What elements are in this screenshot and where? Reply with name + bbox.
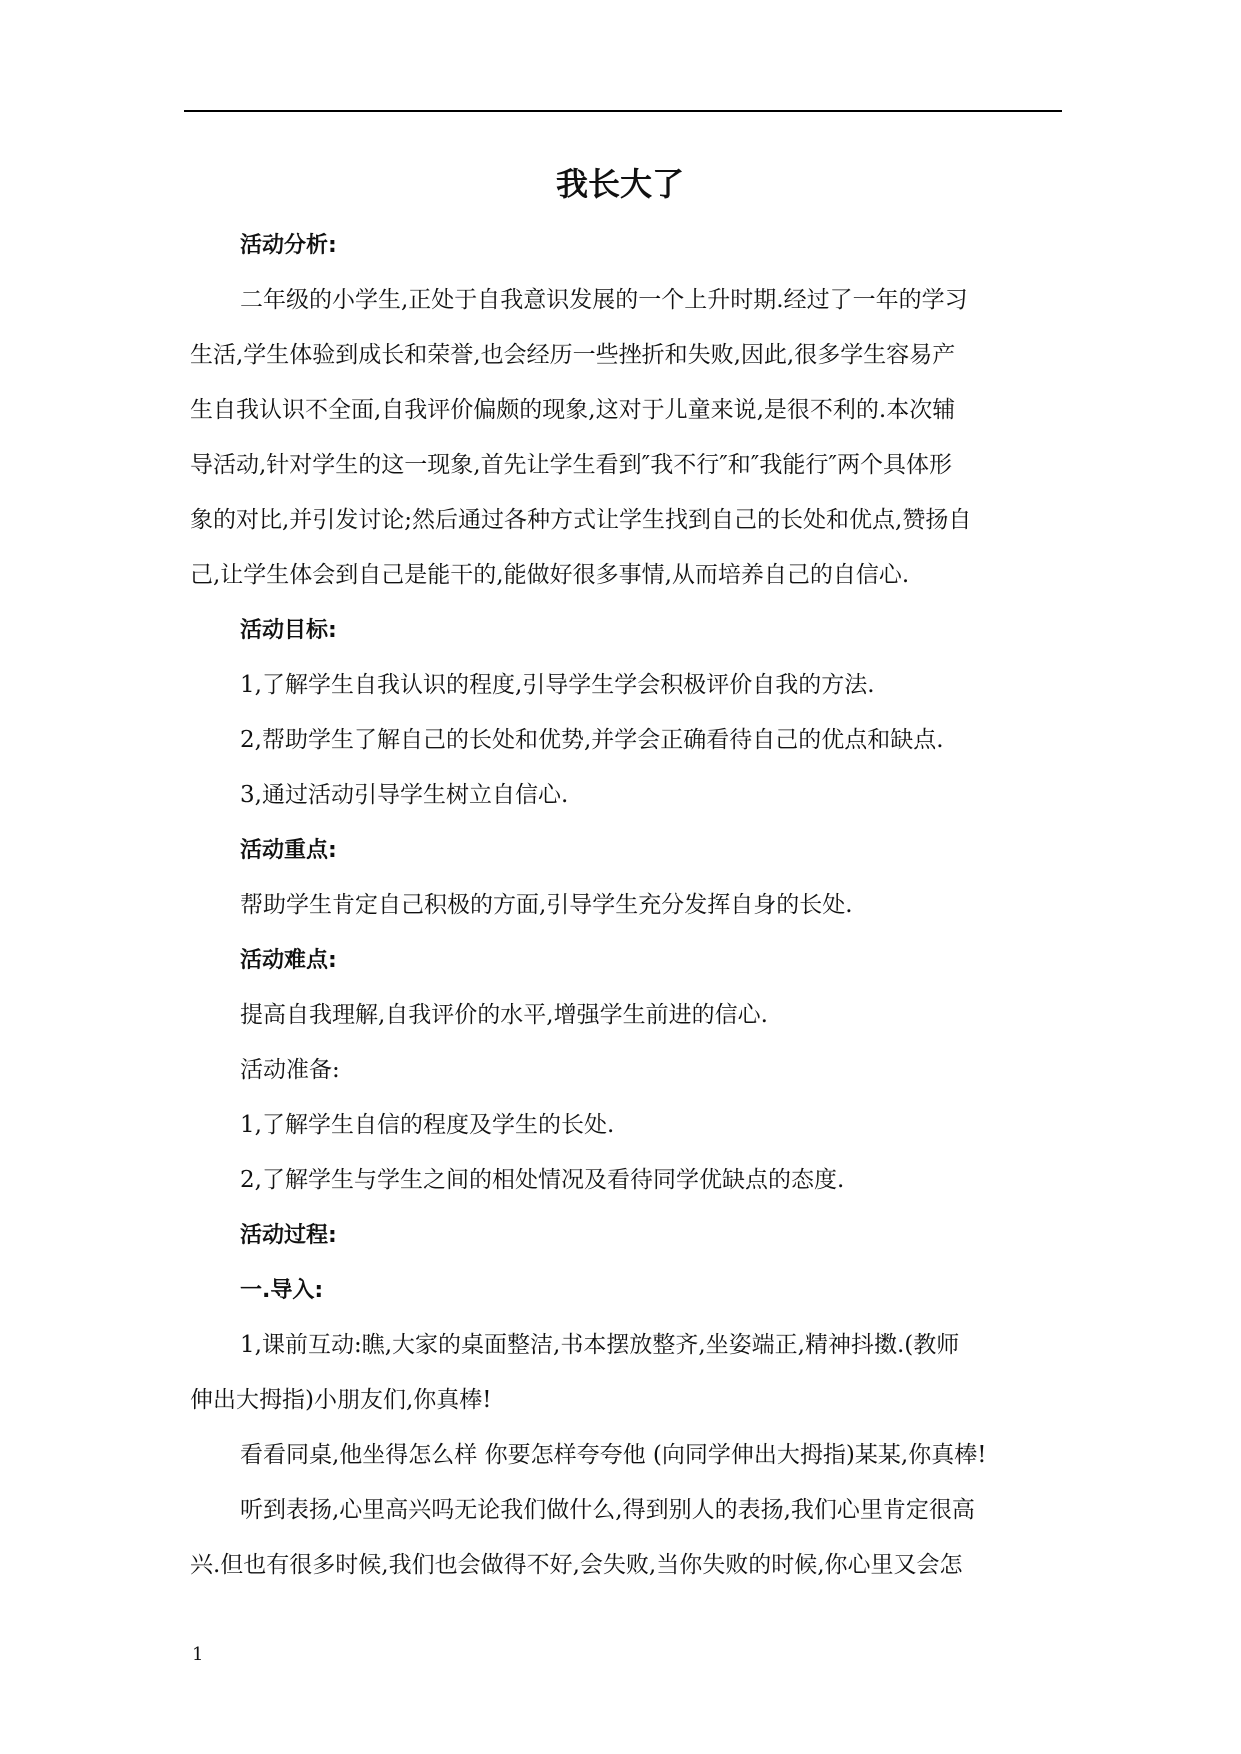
key-heading: 活动重点: (240, 838, 337, 863)
intro-heading: 一.导入: (240, 1278, 324, 1303)
analysis-line: 象的对比,并引发讨论;然后通过各种方式让学生找到自己的长处和优点,赞扬自 (190, 507, 972, 533)
intro-line: 看看同桌,他坐得怎么样 你要怎样夸夸他 (向同学伸出大拇指)某某,你真棒! (240, 1442, 987, 1468)
difficulty-heading: 活动难点: (240, 948, 337, 973)
intro-line: 听到表扬,心里高兴吗无论我们做什么,得到别人的表扬,我们心里肯定很高 (240, 1497, 975, 1523)
intro-line: 伸出大拇指)小朋友们,你真棒! (190, 1387, 492, 1413)
goals-heading: 活动目标: (240, 618, 337, 643)
intro-line: 兴.但也有很多时候,我们也会做得不好,会失败,当你失败的时候,你心里又会怎 (190, 1552, 963, 1578)
analysis-line: 导活动,针对学生的这一现象,首先让学生看到″我不行″和″我能行″两个具体形 (190, 452, 952, 478)
difficulty-text: 提高自我理解,自我评价的水平,增强学生前进的信心. (240, 1002, 768, 1028)
document-body (190, 218, 1050, 1593)
page-number: 1 (192, 1644, 204, 1665)
analysis-heading: 活动分析: (240, 233, 337, 258)
intro-line: 1,课前互动:瞧,大家的桌面整洁,书本摆放整齐,坐姿端正,精神抖擞.(教师 (240, 1332, 960, 1358)
analysis-line: 生自我认识不全面,自我评价偏颇的现象,这对于儿童来说,是很不利的.本次辅 (190, 397, 956, 423)
key-text: 帮助学生肯定自己积极的方面,引导学生充分发挥自身的长处. (240, 892, 853, 918)
goal-item: 2,帮助学生了解自己的长处和优势,并学会正确看待自己的优点和缺点. (240, 727, 944, 753)
prep-heading: 活动准备: (240, 1057, 340, 1083)
header-rule (184, 110, 1062, 112)
goal-item: 1,了解学生自我认识的程度,引导学生学会积极评价自我的方法. (240, 672, 875, 698)
process-heading: 活动过程: (240, 1223, 337, 1248)
prep-item: 2,了解学生与学生之间的相处情况及看待同学优缺点的态度. (240, 1167, 845, 1193)
analysis-line: 生活,学生体验到成长和荣誉,也会经历一些挫折和失败,因此,很多学生容易产 (190, 342, 956, 368)
analysis-line: 己,让学生体会到自己是能干的,能做好很多事情,从而培养自己的自信心. (190, 562, 910, 588)
prep-item: 1,了解学生自信的程度及学生的长处. (240, 1112, 615, 1138)
analysis-line: 二年级的小学生,正处于自我意识发展的一个上升时期.经过了一年的学习 (240, 287, 968, 313)
goal-item: 3,通过活动引导学生树立自信心. (240, 782, 569, 808)
document-title: 我长大了 (555, 165, 684, 203)
